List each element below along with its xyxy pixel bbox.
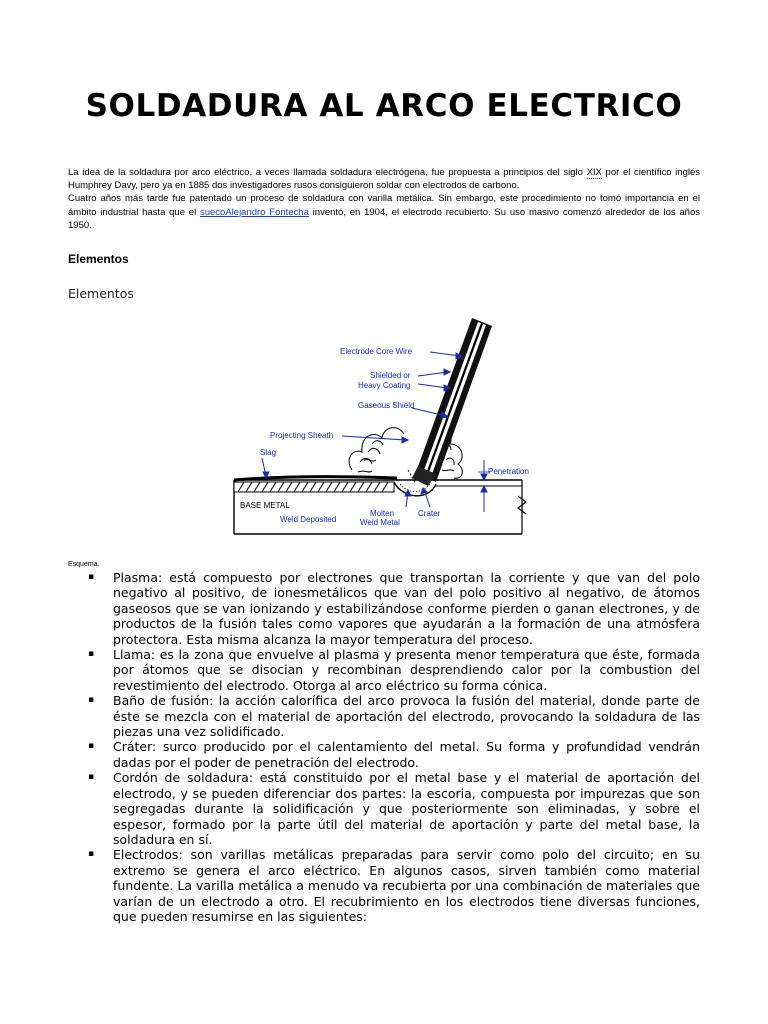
list-item-text: Plasma: está compuesto por electrones que transportan la corriente y que van del polo negativo al positivo, de ionesmetálicos que van del polo positivo al negativo, de átomos gaseosos que se van ionizando y estabilizándose conforme pierden o ganan electrones, y de productos de la fusión tales como vapores que ayudarán a la formación de una atmósfera protectora. Esta misma alcanza la mayor temperatura del proceso.	[113, 570, 700, 647]
bullet-icon: ▪	[88, 649, 95, 660]
label-molten-2: Weld Metal	[360, 518, 400, 527]
bullet-icon: ▪	[88, 849, 95, 860]
list-item	[88, 770, 700, 847]
electrode	[412, 318, 492, 486]
welding-diagram-svg	[222, 312, 548, 542]
label-crater: Crater	[418, 509, 441, 518]
label-molten-1: Molten	[370, 509, 395, 518]
list-item-text: Cráter: surco producido por el calentamiento del metal. Su forma y profundidad vendrán dadas por el poder de penetración del electrodo.	[113, 739, 700, 770]
list-item	[88, 570, 700, 647]
figure-caption: Esquema.	[68, 561, 100, 568]
weld-deposited-band	[234, 477, 397, 492]
label-penetration: Penetration	[488, 467, 529, 476]
list-item-text: Llama: es la zona que envuelve al plasma y presenta menor temperatura que éste, formada por átomos que se disocian y recombinan desprendiendo calor por la combustion del revestimiento del electrodo. Otorga al arco eléctrico su forma cónica.	[113, 647, 700, 693]
list-item-text: Electrodos: son varillas metálicas preparadas para servir como polo del circuito; en su extremo se genera el arco eléctrico. En algunos casos, sirven también como material fundente. La varilla metálica a menudo va recubierta por una combinación de materiales que varían de un electrodo a otro. El recubrimiento en los electrodos tiene diversas funciones, que pueden resumirse en las siguientes:	[113, 847, 700, 924]
list-item	[88, 647, 700, 693]
elements-plain-text: Elementos	[68, 286, 134, 301]
welding-diagram	[222, 312, 548, 542]
list-item	[88, 739, 700, 770]
inventor-link[interactable]: suecoAlejandro Fontecha	[199, 206, 309, 218]
elements-list	[88, 570, 700, 924]
label-core-wire: Electrode Core Wire	[340, 347, 413, 356]
intro-p1-text-b: por el científico inglés Humphrey Davy, pero ya en 1885 dos investigadores rusos consiguieron soldar con electrodos de carbono.	[68, 167, 700, 192]
section-heading-elements: Elementos	[68, 252, 129, 266]
label-shielded-2: Heavy Coating	[358, 381, 411, 390]
list-item	[88, 847, 700, 924]
bullet-icon: ▪	[88, 695, 95, 706]
bullet-icon: ▪	[88, 572, 95, 582]
intro-p2-text-b: inventó, en 1904, el electrodo recubierto. Su uso masivo comenzó alrededor de los años 1950.	[68, 206, 700, 231]
label-weld-deposited: Weld Deposited	[280, 515, 337, 524]
intro-p2-text-a: Cuatro años más tarde fue patentado un proceso de soldadura con varilla metálica. Sin embargo, este procedimiento no tomó importancia en el ámbito industrial hasta que el	[68, 193, 700, 218]
label-base-metal: BASE METAL	[240, 501, 290, 510]
list-item-text: Baño de fusión: la acción calorífica del arco provoca la fusión del material, donde parte de éste se mezcla con el material de aportación del electrodo, provocando la soldadura de las piezas una vez solidificado.	[113, 693, 700, 740]
bullet-icon: ▪	[88, 741, 95, 752]
intro-p1-text-a: La idea de la soldadura por arco eléctrico, a veces llamada soldadura electrógena, fue propuesta a principios del siglo	[68, 167, 587, 178]
century-term: XIX	[586, 167, 602, 178]
figure-labels	[260, 347, 529, 527]
label-slag: Slag	[260, 448, 277, 457]
molten-pool	[394, 482, 436, 496]
bullet-icon: ▪	[88, 772, 95, 783]
label-sheath: Projecting Sheath	[270, 431, 334, 440]
page-title: SOLDADURA AL ARCO ELECTRICO	[85, 88, 683, 124]
intro-paragraph-2	[68, 192, 700, 232]
intro-text	[68, 166, 700, 232]
intro-paragraph-1	[68, 166, 700, 192]
list-item-text: Cordón de soldadura: está constituido por el metal base y el material de aportación del electrodo, y se pueden diferenciar dos partes: la escoria, compuesta por impurezas que son segregadas durante la solidificación y que posteriormente son eliminadas, y sobre el espesor, formado por la parte útil del material de aportación y parte del metal base, la soldadura en sí.	[113, 770, 700, 847]
label-shielded-1: Shielded or	[370, 371, 411, 380]
label-gaseous: Gaseous Shield	[358, 401, 415, 410]
list-item	[88, 693, 700, 739]
